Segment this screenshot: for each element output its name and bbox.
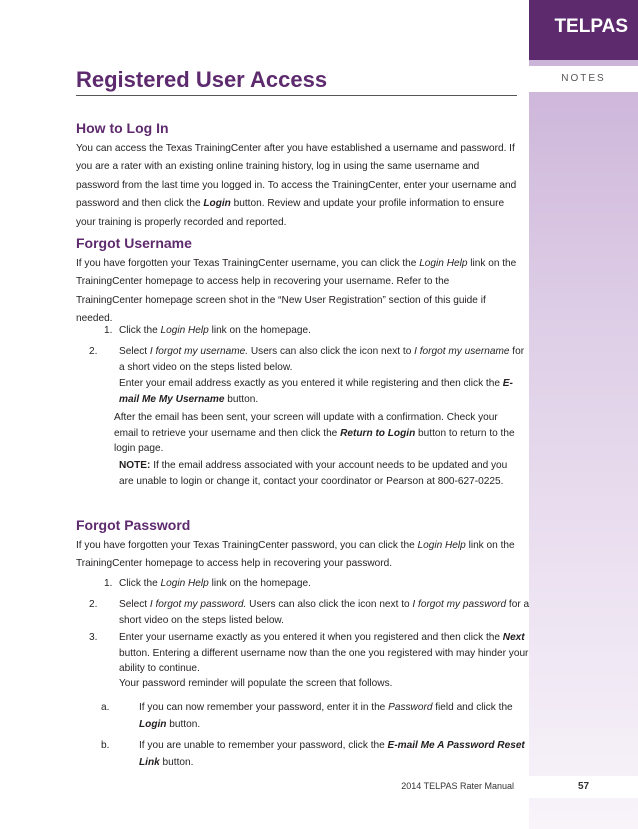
section-heading-forgot-password: Forgot Password — [76, 517, 191, 533]
password-step-3: 3. Enter your username exactly as you entered it when you registered and then click the Next button. Entering a different username now than the one you registered with may hinder your ability to continue. — [89, 632, 529, 674]
forgot-username-paragraph: If you have forgotten your Texas TrainingCenter username, you can click the Login Help link on the TrainingCenter homepage to access help in recovering your username. Refer to the TrainingCenter homepage screen shot in the “New User Registration” section of this guide if needed. — [76, 258, 517, 325]
password-step-2: 2. Select I forgot my password. Users can also click the icon next to I forgot my password for a short video on the steps listed below. — [89, 599, 530, 626]
username-step-2-detail: Enter your email address exactly as you entered it while registering and then click the E-mail Me My Username button. — [119, 378, 513, 405]
page-number: 57 — [529, 776, 638, 798]
password-substep-b: b. If you are unable to remember your password, click the E-mail Me A Password Reset Link button. — [101, 740, 525, 768]
section-heading-forgot-username: Forgot Username — [76, 235, 192, 251]
password-step-1: 1. Click the Login Help link on the homepage. — [104, 578, 311, 589]
username-step-1: 1. Click the Login Help link on the homepage. — [104, 325, 311, 336]
notes-label: NOTES — [529, 66, 638, 92]
telpas-badge — [529, 0, 638, 60]
username-step-2: 2. Select I forgot my username. Users can also click the icon next to I forgot my username for a short video on the steps listed below. — [89, 346, 525, 373]
username-note: NOTE: If the email address associated with your account needs to be updated and you are unable to login or change it, contact your coordinator or Pearson at 800-627-0225. — [119, 460, 508, 487]
forgot-password-paragraph: If you have forgotten your Texas TrainingCenter password, you can click the Login Help link on the TrainingCenter homepage to access help in recovering your password. — [76, 540, 515, 570]
page-title: Registered User Access — [76, 67, 328, 92]
password-substep-a: a. If you can now remember your password, enter it in the Password field and click the Login button. — [101, 702, 513, 730]
username-step-3: After the email has been sent, your screen will update with a confirmation. Check your email to retrieve your username and then click the Return to Login button to return to the login page. — [114, 412, 515, 454]
section-heading-login: How to Log In — [76, 120, 169, 136]
title-divider — [76, 95, 517, 96]
login-paragraph: You can access the Texas TrainingCenter after you have established a username and password. If you are a rater with an existing online training history, log in using the same username and password from the last time you logged in. To access the TrainingCenter, enter your username and password and then click the Login button. Review and update your profile information to ensure your training is properly recorded and reported. — [76, 143, 517, 228]
footer-manual-title: 2014 TELPAS Rater Manual — [401, 781, 514, 791]
telpas-badge-label: TELPAS — [554, 16, 628, 37]
notes-sidebar — [529, 0, 638, 829]
password-reminder-text: Your password reminder will populate the screen that follows. — [119, 678, 393, 689]
